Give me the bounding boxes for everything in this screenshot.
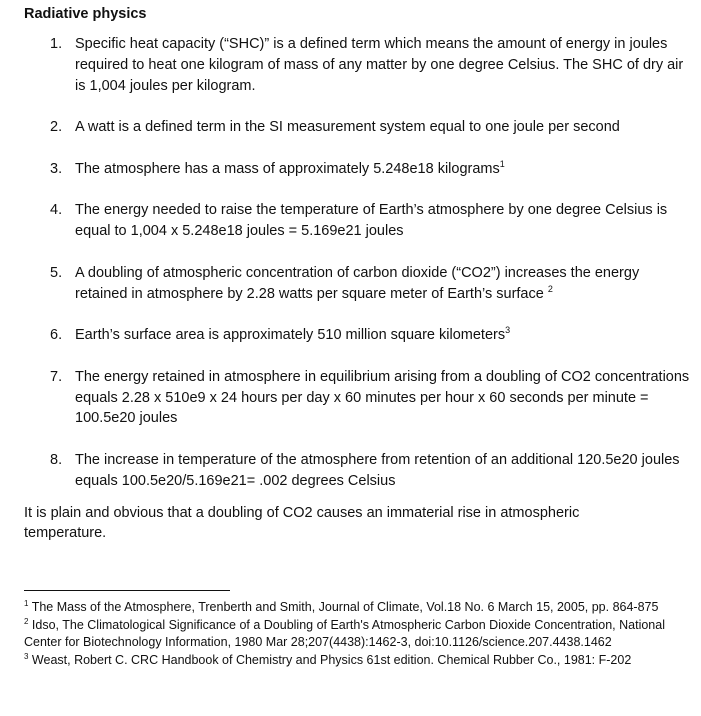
list-item xyxy=(24,200,691,242)
item-number: 5. xyxy=(50,264,63,281)
item-number: 3. xyxy=(50,160,63,177)
list-item xyxy=(24,263,691,305)
item-text: The atmosphere has a mass of approximately 5.248e18 kilograms xyxy=(75,160,500,177)
list-item xyxy=(24,450,691,492)
item-number: 2. xyxy=(50,119,63,136)
list-item xyxy=(24,34,691,96)
item-text: A watt is a defined term in the SI measurement system equal to one joule per second xyxy=(75,119,620,136)
footnote xyxy=(24,599,694,617)
item-text: Earth’s surface area is approximately 510 million square kilometers xyxy=(75,327,506,344)
list-item xyxy=(24,325,691,346)
footnote xyxy=(24,617,694,652)
footnote-ref[interactable]: 2 xyxy=(547,283,553,294)
item-number: 4. xyxy=(50,202,63,219)
footnote-text: Idso, The Climatological Significance of a Doubling of Earth's Atmospheric Carbon Dioxide Concentration, National Center for Biotechnology Information, 1980 Mar 28;207(4438):1462-3, doi:10.1126/science.207.4438.1462 xyxy=(24,617,665,650)
item-text: A doubling of atmospheric concentration of carbon dioxide (“CO2”) increases the energy retained in atmosphere by 2.28 watts per square meter of Earth’s surface xyxy=(75,264,640,302)
footnote-ref[interactable]: 3 xyxy=(505,325,511,336)
section-heading: Radiative physics xyxy=(24,6,147,22)
item-text: The energy retained in atmosphere in equilibrium arising from a doubling of CO2 concentrations equals 2.28 x 510e9 x 24 hours per day x 60 minutes per hour x 60 seconds per minute = 100.5e20 joules xyxy=(75,368,690,427)
numbered-list xyxy=(24,34,691,492)
footnotes-section xyxy=(24,599,694,669)
list-item xyxy=(24,117,691,138)
footnote-divider xyxy=(24,590,230,591)
footnote-ref[interactable]: 1 xyxy=(499,158,505,169)
item-number: 8. xyxy=(50,451,63,468)
item-text: The increase in temperature of the atmosphere from retention of an additional 120.5e20 joules equals 100.5e20/5.169e21= .002 degrees Celsius xyxy=(75,451,680,489)
footnote-text: The Mass of the Atmosphere, Trenberth and Smith, Journal of Climate, Vol.18 No. 6 March 15, 2005, pp. 864-875 xyxy=(28,600,659,614)
item-number: 6. xyxy=(50,327,63,344)
conclusion-paragraph: It is plain and obvious that a doubling of CO2 causes an immaterial rise in atmospheric temperature. xyxy=(24,504,580,542)
item-number: 1. xyxy=(50,36,63,52)
item-number: 7. xyxy=(50,368,63,385)
footnote-mark: 3 xyxy=(24,651,29,661)
list-item xyxy=(24,159,691,180)
list-item xyxy=(24,367,691,429)
footnote-text: Weast, Robert C. CRC Handbook of Chemistry and Physics 61st edition. Chemical Rubber Co., 1981: F-202 xyxy=(28,652,632,667)
item-text: Specific heat capacity (“SHC)” is a defined term which means the amount of energy in joules required to heat one kilogram of mass of any matter by one degree Celsius. The SHC of dry air is 1,004 joules per kilogram. xyxy=(75,36,684,94)
footnote xyxy=(24,652,694,670)
footnote-mark: 1 xyxy=(24,598,29,608)
item-text: The energy needed to raise the temperature of Earth’s atmosphere by one degree Celsius is equal to 1,004 x 5.248e18 joules = 5.169e21 joules xyxy=(75,202,668,240)
footnote-mark: 2 xyxy=(24,616,29,626)
